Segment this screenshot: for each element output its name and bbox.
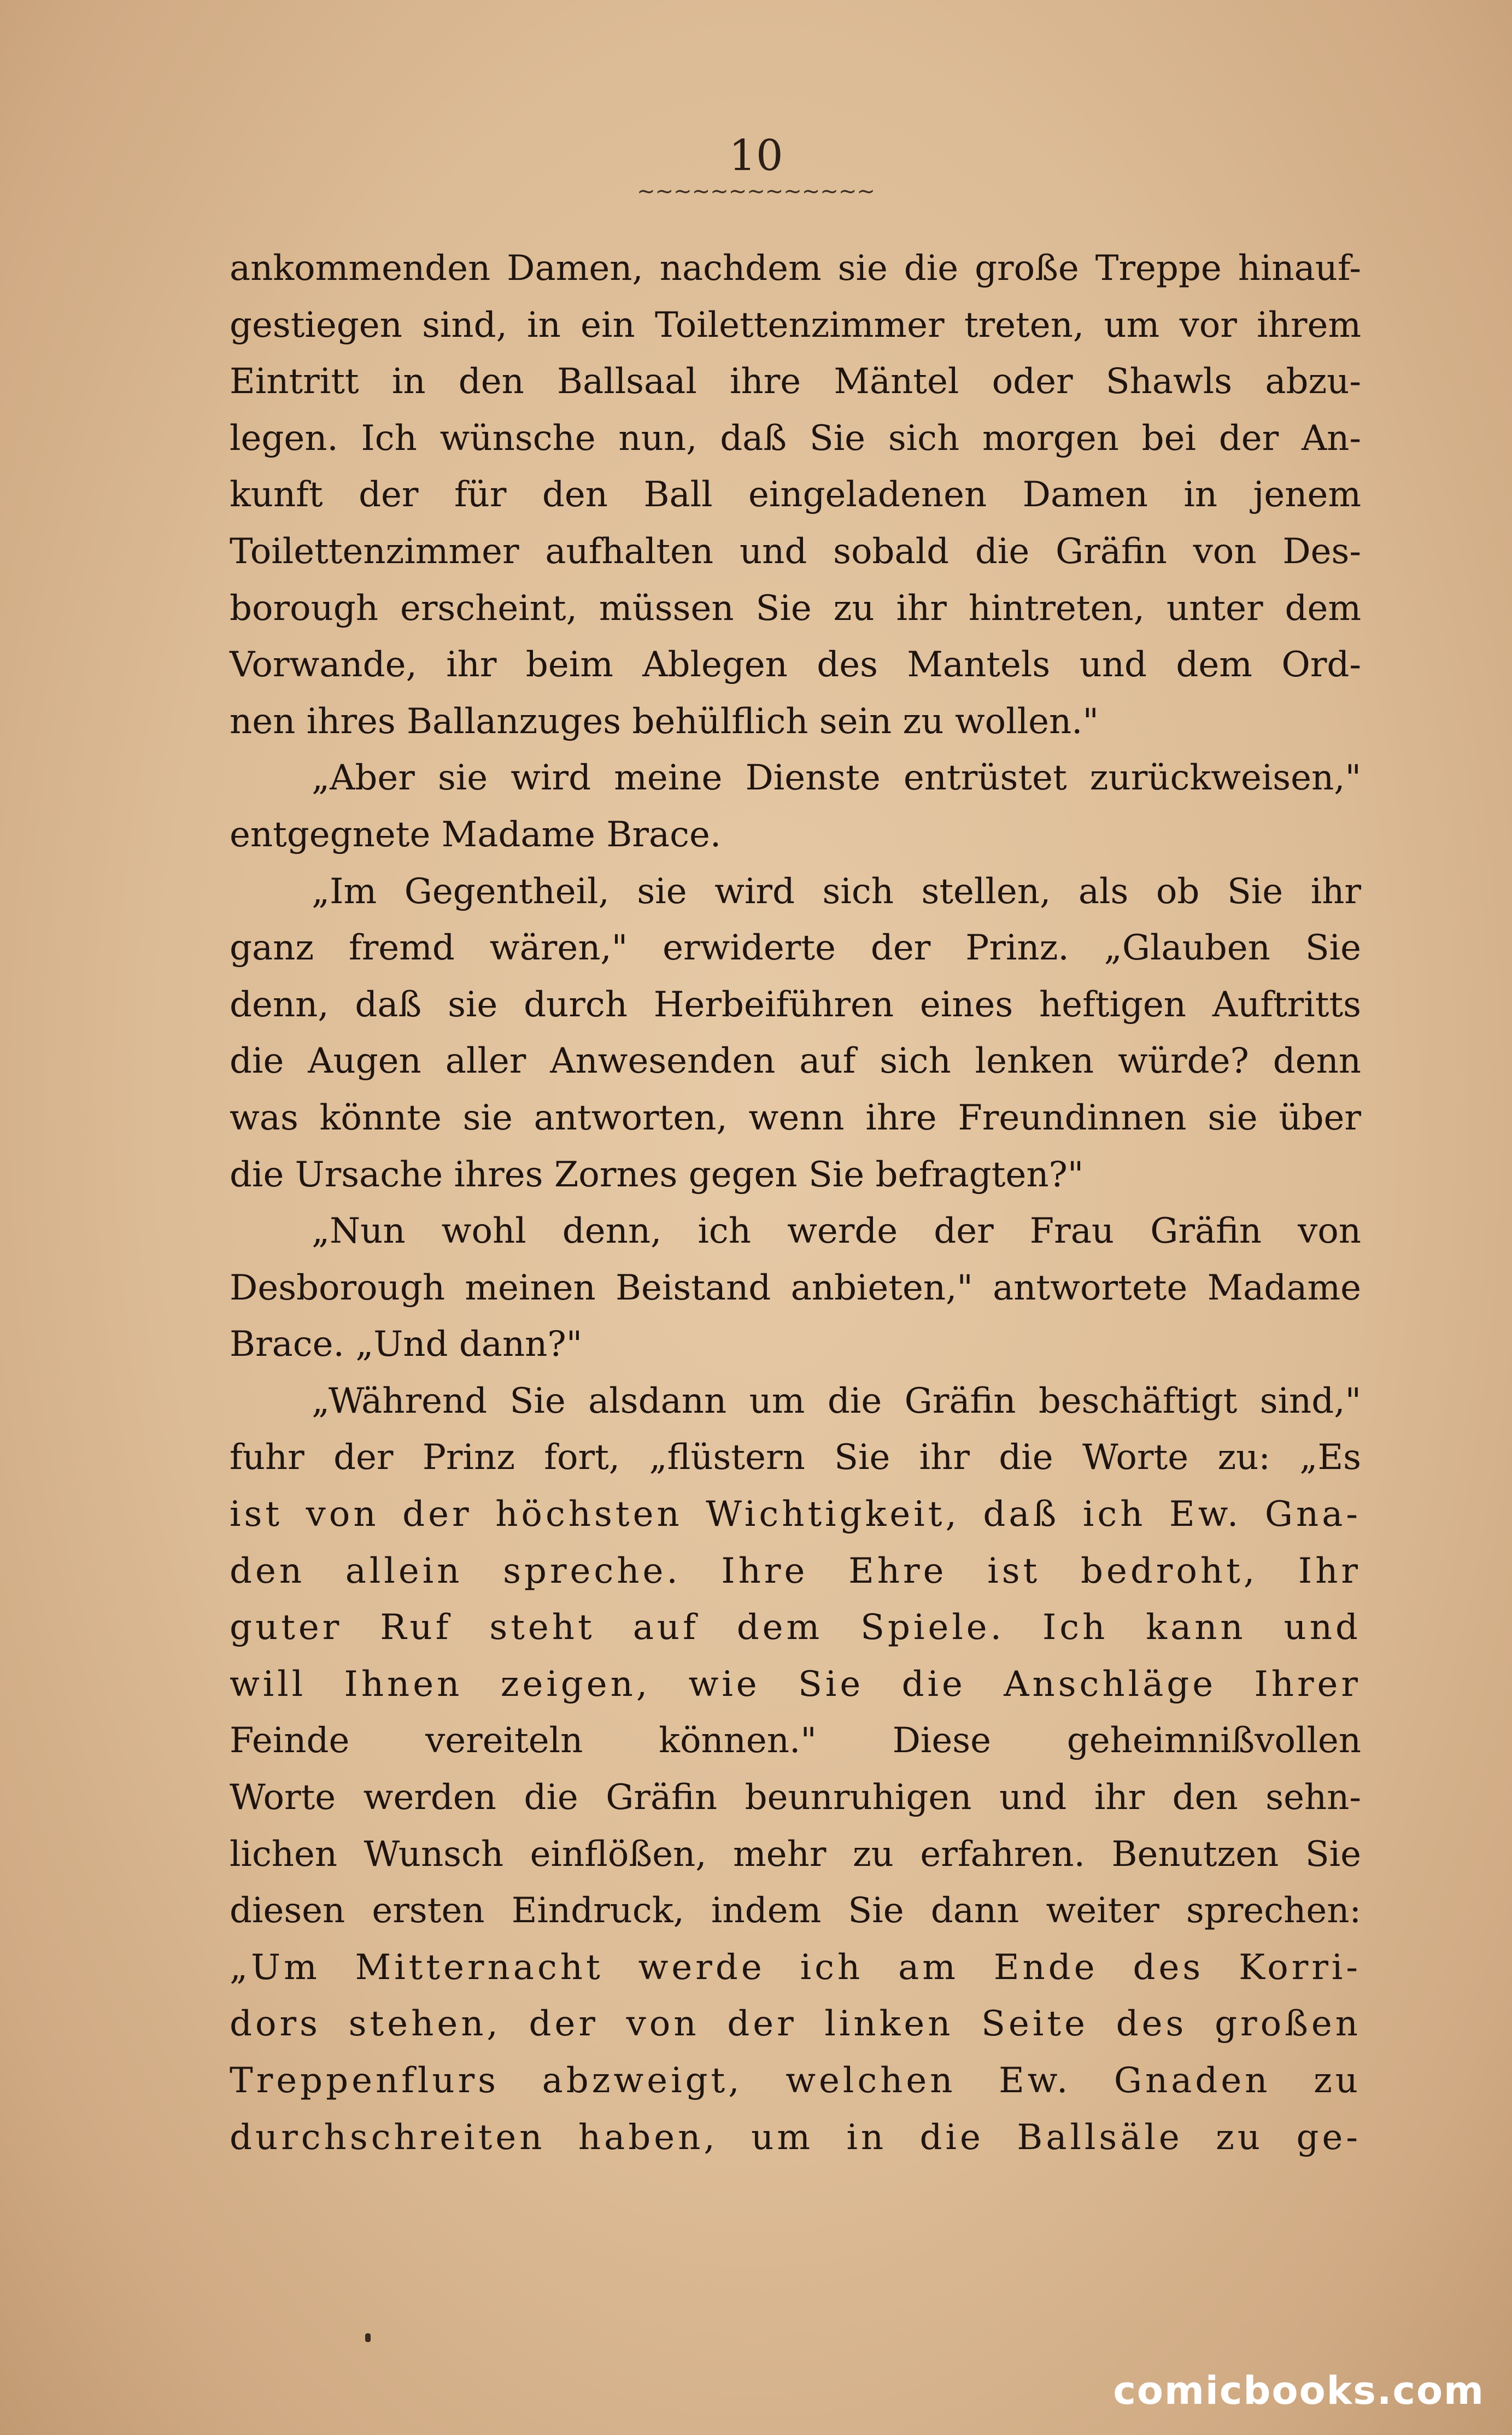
text-line: ist von der höchsten Wichtigkeit, daß ich Ew. Gna- [230,1494,1361,1535]
text-line: „Nun wohl denn, ich werde der Frau Gräfin von [312,1211,1361,1252]
header-ornament: ~~~~~~~~~~~~~ [637,179,875,204]
text-line: Vorwande, ihr beim Ablegen des Mantels und dem Ord- [230,645,1361,686]
text-line: Eintritt in den Ballsaal ihre Mäntel oder Shawls abzu- [230,361,1361,402]
text-line: „Um Mitternacht werde ich am Ende des Korri- [230,1947,1361,1988]
text-line: legen. Ich wünsche nun, daß Sie sich morgen bei der An- [230,418,1361,459]
text-line: kunft der für den Ball eingeladenen Damen in jenem [230,475,1361,516]
text-line: den allein spreche. Ihre Ehre ist bedroht, Ihr [230,1550,1361,1591]
text-line: Toilettenzimmer aufhalten und sobald die Gräfin von Des- [230,531,1361,572]
body-text [230,241,1361,2166]
text-line: ankommenden Damen, nachdem sie die große Treppe hinauf- [230,248,1361,289]
text-line: denn, daß sie durch Herbeiführen eines heftigen Auftritts [230,984,1361,1025]
text-line: Worte werden die Gräfin beunruhigen und ihr den sehn- [230,1777,1361,1818]
page-number: 10 [729,131,783,180]
text-line: lichen Wunsch einflößen, mehr zu erfahren. Benutzen Sie [230,1834,1361,1875]
text-line: Desborough meinen Beistand anbieten," antwortete Madame [230,1267,1361,1308]
text-line: Feinde vereiteln können." Diese geheimnißvollen [230,1720,1361,1761]
text-line: gestiegen sind, in ein Toilettenzimmer treten, um vor ihrem [230,305,1361,346]
text-line: borough erscheint, müssen Sie zu ihr hintreten, unter dem [230,588,1361,629]
watermark: comicbooks.com [1113,2368,1485,2413]
text-line: entgegnete Madame Brace. [230,814,722,855]
text-line: „Im Gegentheil, sie wird sich stellen, als ob Sie ihr [312,871,1361,912]
text-line: „Während Sie alsdann um die Gräfin beschäftigt sind," [312,1380,1361,1421]
text-line: fuhr der Prinz fort, „flüstern Sie ihr die Worte zu: „Es [230,1437,1361,1478]
text-line: Treppenflurs abzweigt, welchen Ew. Gnaden zu [230,2061,1361,2101]
text-line: will Ihnen zeigen, wie Sie die Anschläge Ihrer [230,1664,1361,1705]
text-line: guter Ruf steht auf dem Spiele. Ich kann und [230,1607,1361,1648]
ink-speck [365,2333,371,2342]
page-header [0,131,1512,202]
text-line: ganz fremd wären," erwiderte der Prinz. „Glauben Sie [230,928,1361,969]
text-line: was könnte sie antworten, wenn ihre Freundinnen sie über [230,1097,1361,1138]
text-line: „Aber sie wird meine Dienste entrüstet zurückweisen," [312,758,1361,799]
text-line: die Ursache ihres Zornes gegen Sie befragten?" [230,1154,1084,1195]
text-line: Brace. „Und dann?" [230,1324,583,1365]
text-line: durchschreiten haben, um in die Ballsäle zu ge- [230,2117,1361,2158]
text-line: nen ihres Ballanzuges behülflich sein zu wollen." [230,701,1099,742]
text-line: die Augen aller Anwesenden auf sich lenken würde? denn [230,1041,1361,1082]
text-line: diesen ersten Eindruck, indem Sie dann weiter sprechen: [230,1890,1361,1931]
text-line: dors stehen, der von der linken Seite des großen [230,2004,1361,2045]
